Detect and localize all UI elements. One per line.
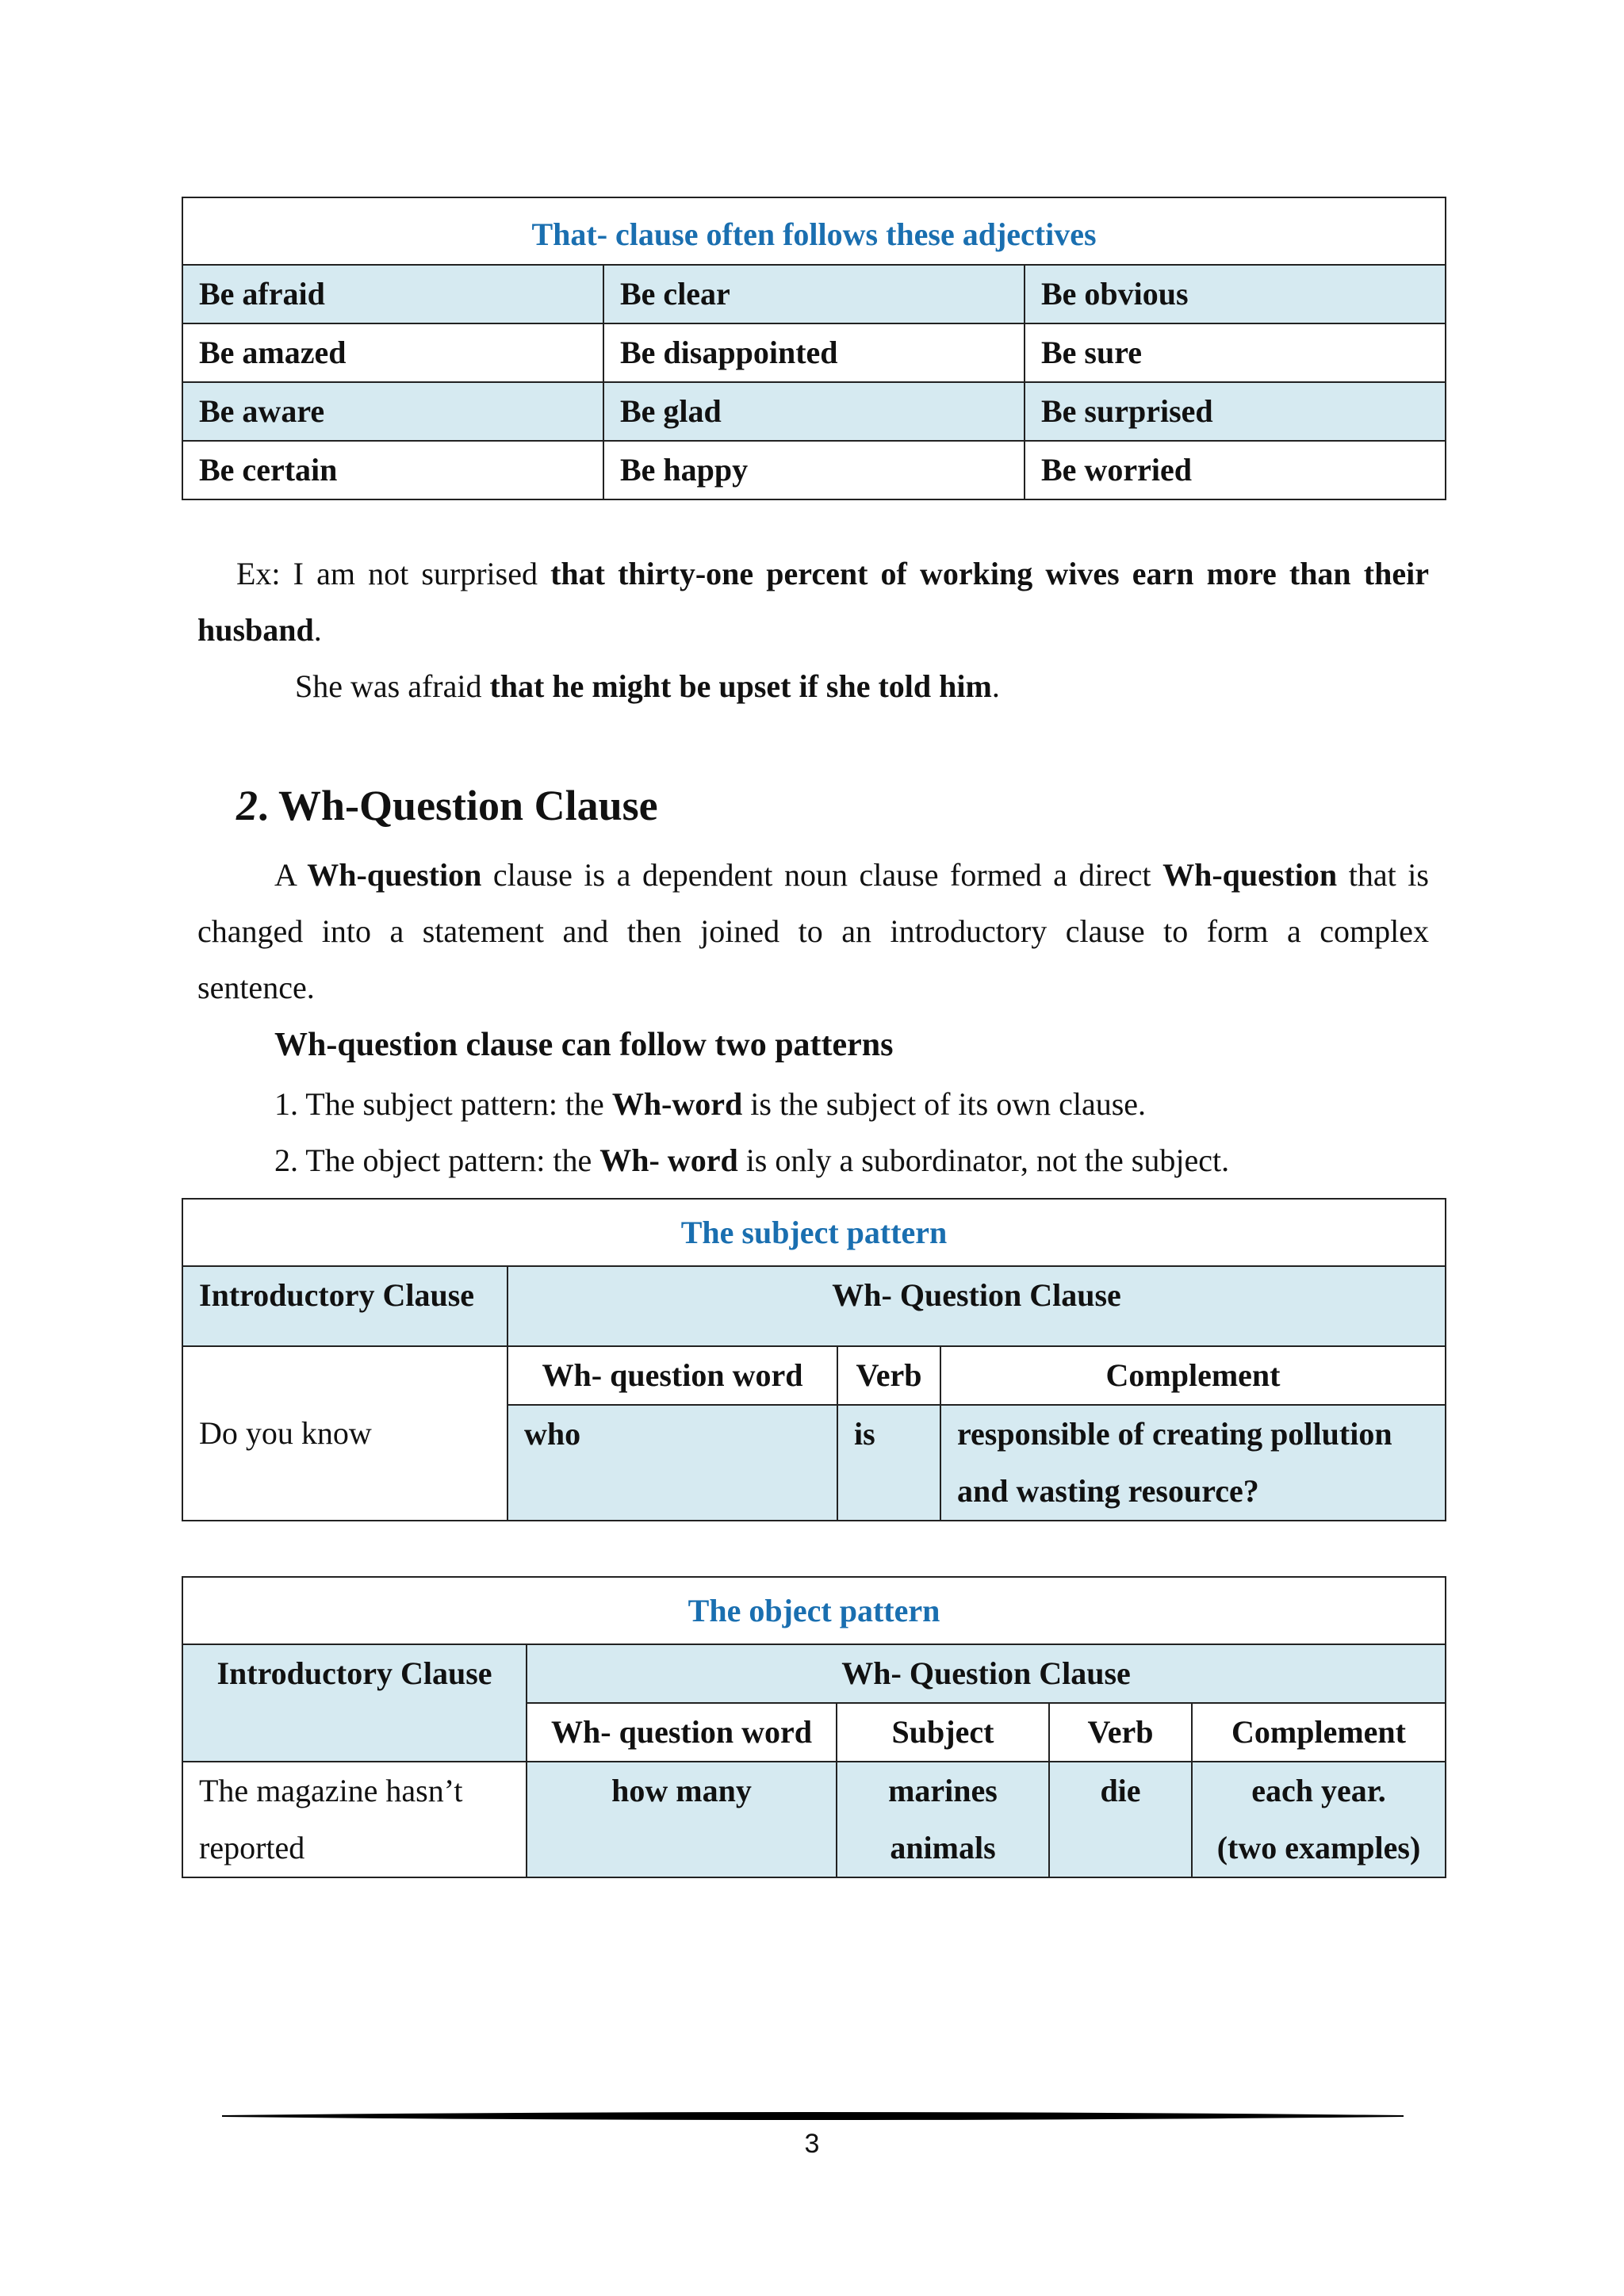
wh-clause-header: Wh- Question Clause [508, 1266, 1446, 1346]
table-cell: Be happy [603, 441, 1025, 499]
verb-value: is [837, 1405, 940, 1521]
table-cell: Be obvious [1025, 265, 1446, 323]
intro-clause-header: Introductory Clause [182, 1644, 527, 1762]
complement-value: responsible of creating pollution and wasting resource? [940, 1405, 1446, 1521]
pattern-item-1: 1. The subject pattern: the Wh-word is the subject of its own clause. [274, 1086, 1147, 1122]
col-header-complement: Complement [1192, 1703, 1446, 1762]
wh-clause-header: Wh- Question Clause [527, 1644, 1446, 1703]
section-heading: 2. Wh-Question Clause [236, 782, 658, 829]
subject-table-title: The subject pattern [182, 1199, 1446, 1266]
table-row [182, 265, 1446, 323]
table-row [182, 441, 1446, 499]
col-header-complement: Complement [940, 1346, 1446, 1405]
pattern-item-2: 2. The object pattern: the Wh- word is only a subordinator, not the subject. [274, 1142, 1230, 1178]
table-cell: Be certain [182, 441, 603, 499]
complement-value: each year. (two examples) [1192, 1762, 1446, 1877]
col-header-subject: Subject [837, 1703, 1049, 1762]
table-cell: Be aware [182, 382, 603, 441]
intro-paragraph-line-2: changed into a statement and then joined to an introductory clause to form a complex [197, 913, 1429, 949]
table-cell: Be surprised [1025, 382, 1446, 441]
table-cell: Be disappointed [603, 323, 1025, 382]
table-cell: Be afraid [182, 265, 603, 323]
page-number: 3 [804, 2129, 820, 2159]
col-header-wh-word: Wh- question word [508, 1346, 837, 1405]
example-sentence-2: She was afraid that he might be upset if she told him. [295, 668, 1000, 704]
table-cell: Be worried [1025, 441, 1446, 499]
footer-divider [222, 2109, 1404, 2123]
table-cell: Be glad [603, 382, 1025, 441]
subject-value: marines animals [837, 1762, 1049, 1877]
adjectives-table-title: That- clause often follows these adjectives [182, 197, 1446, 265]
intro-clause-value: The magazine hasn’t reported [182, 1762, 527, 1877]
table-row [182, 382, 1446, 441]
table-cell: Be clear [603, 265, 1025, 323]
example-sentence-1: Ex: I am not surprised that thirty-one percent of working wives earn more than their [236, 556, 1429, 591]
table-row [182, 323, 1446, 382]
object-table-title: The object pattern [182, 1577, 1446, 1644]
verb-value: die [1049, 1762, 1192, 1877]
subject-pattern-table [182, 1198, 1446, 1521]
table-cell: Be sure [1025, 323, 1446, 382]
intro-clause-value: Do you know [182, 1346, 508, 1521]
intro-paragraph-line-1: A Wh-question clause is a dependent noun clause formed a direct Wh-question that is [274, 857, 1429, 893]
table-cell: Be amazed [182, 323, 603, 382]
wh-word-value: who [508, 1405, 837, 1521]
patterns-heading: Wh-question clause can follow two patterns [274, 1027, 894, 1063]
col-header-wh-word: Wh- question word [527, 1703, 837, 1762]
example-sentence-1-continued: husband. [197, 612, 322, 648]
object-pattern-table [182, 1576, 1446, 1878]
intro-clause-header: Introductory Clause [182, 1266, 508, 1346]
wh-word-value: how many [527, 1762, 837, 1877]
adjectives-table [182, 197, 1446, 500]
col-header-verb: Verb [837, 1346, 940, 1405]
intro-paragraph-line-3: sentence. [197, 970, 315, 1005]
col-header-verb: Verb [1049, 1703, 1192, 1762]
